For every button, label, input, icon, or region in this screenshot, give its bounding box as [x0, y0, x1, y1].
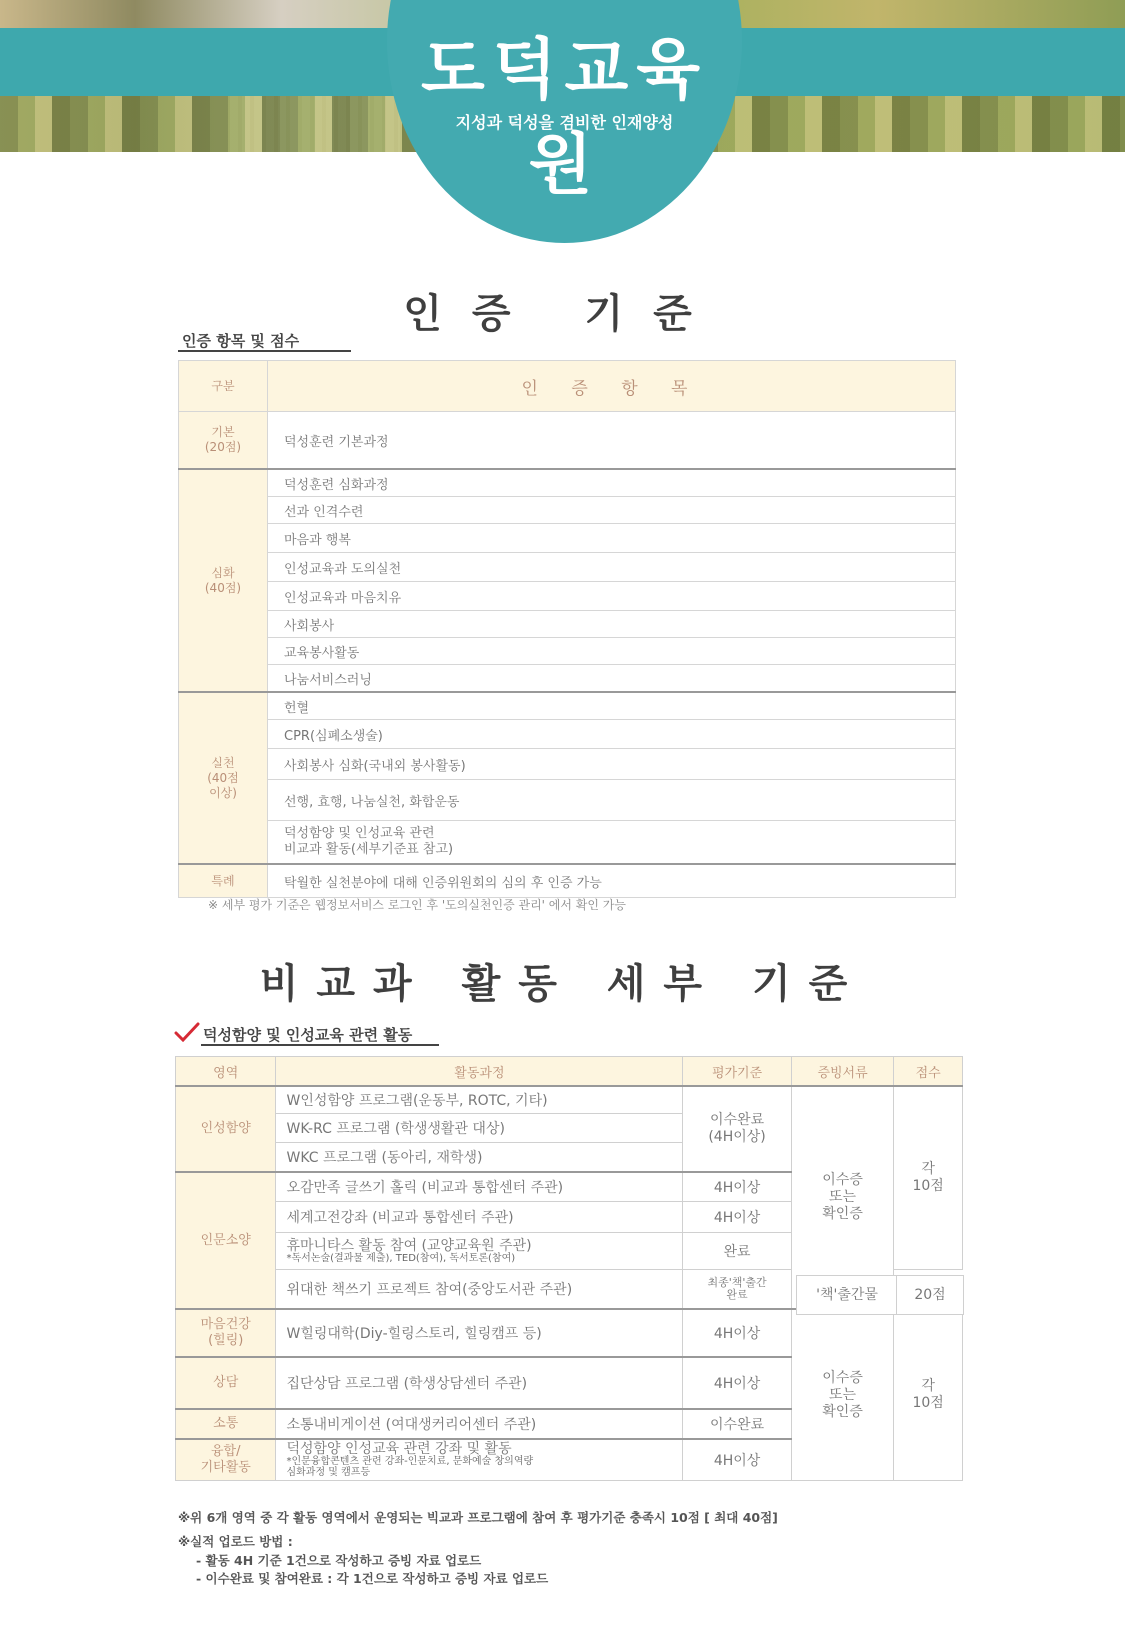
table-row [179, 665, 956, 693]
table-row [179, 497, 956, 524]
criteria-cell: 4H이상 [683, 1172, 792, 1202]
check-icon [174, 1022, 200, 1042]
page-title: 도덕교육원 [420, 31, 709, 203]
section2-subheading: 덕성함양 및 인성교육 관련 활동 [203, 1026, 413, 1044]
area-health: 마음건강 (힐링) [176, 1309, 276, 1357]
activity-cell: 집단상담 프로그램 (학생상담센터 주관) [276, 1357, 683, 1409]
criteria-cell: 완료 [683, 1233, 792, 1270]
criteria-cell: 4H이상 [683, 1357, 792, 1409]
table-row [179, 611, 956, 638]
activity-cell [276, 1439, 683, 1481]
certification-table [178, 360, 956, 898]
evidence-cell: 이수증 또는 확인증 [791, 1309, 893, 1481]
header-evidence: 증빙서류 [791, 1057, 893, 1087]
table-row [179, 469, 956, 497]
table-header-row [176, 1057, 963, 1087]
criteria-cell: 이수완료 [683, 1409, 792, 1439]
item-cell: 헌혈 [268, 692, 956, 720]
activity-subtext: *인문융합콘텐츠 관련 강좌-인문치료, 문화예술 창의역량 심화과정 및 캠프등 [286, 1455, 534, 1478]
item-cell: 인성교육과 도의실천 [268, 553, 956, 582]
item-cell: 인성교육과 마음치유 [268, 582, 956, 611]
area-inseong: 인성함양 [176, 1086, 276, 1172]
activity-cell: 위대한 책쓰기 프로젝트 참여(중앙도서관 주관) [276, 1270, 683, 1310]
activity-text: 휴마니타스 활동 참여 (교양교육원 주관) [286, 1237, 532, 1254]
table-row [179, 524, 956, 553]
activity-subtext: *독서논술(결과물 제출), TED(참여), 독서토론(참여) [286, 1252, 516, 1264]
header-category: 구분 [179, 361, 268, 412]
table-row [179, 412, 956, 470]
activity-cell: 오감만족 글쓰기 홀릭 (비교과 통합센터 주관) [276, 1172, 683, 1202]
header-items: 인 증 항 목 [268, 361, 956, 412]
item-cell: 탁월한 실천분야에 대해 인증위원회의 심의 후 인증 가능 [268, 864, 956, 898]
score-cell: 각 10점 [894, 1309, 963, 1481]
activity-table [175, 1056, 963, 1481]
criteria-cell: 이수완료 (4H이상) [683, 1086, 792, 1172]
item-cell: 선과 인격수련 [268, 497, 956, 524]
item-cell: CPR(심폐소생술) [268, 720, 956, 749]
table-row [176, 1086, 963, 1114]
activity-text: 덕성함양 인성교육 관련 강좌 및 활동 [286, 1440, 512, 1457]
criteria-cell: 4H이상 [683, 1439, 792, 1481]
activity-cell: W인성함양 프로그램(운동부, ROTC, 기타) [276, 1086, 683, 1114]
footnote-1: ※위 6개 영역 중 각 활동 영역에서 운영되는 빅교과 프로그램에 참여 후 평가기준 충족시 10점 [ 최대 40점] [178, 1510, 778, 1525]
evidence-cell: 이수증 또는 확인증 [791, 1086, 893, 1309]
table-row [179, 780, 956, 821]
section2-underline [201, 1044, 439, 1046]
table-row [179, 582, 956, 611]
table-row [179, 638, 956, 665]
criteria-cell: 최종'책'출간 완료 [683, 1270, 792, 1310]
table-row [179, 749, 956, 780]
item-cell: 덕성훈련 심화과정 [268, 469, 956, 497]
table-row [179, 692, 956, 720]
footnote-4: - 이수완료 및 참여완료 : 각 1건으로 작성하고 증빙 자료 업로드 [196, 1571, 549, 1586]
item-cell: 사회봉사 [268, 611, 956, 638]
section1-note: ※ 세부 평가 기준은 웹정보서비스 로그인 후 '도의실천인증 관리' 에서 확인 가능 [208, 898, 626, 912]
footnote-3: - 활동 4H 기준 1건으로 작성하고 증빙 자료 업로드 [196, 1553, 482, 1568]
item-cell: 사회봉사 심화(국내외 봉사활동) [268, 749, 956, 780]
item-cell: 덕성훈련 기본과정 [268, 412, 956, 470]
activity-cell: 소통내비게이션 (여대생커리어센터 주관) [276, 1409, 683, 1439]
section2-title: 비교과 활동 세부 기준 [259, 961, 866, 1007]
header-area: 영역 [176, 1057, 276, 1087]
item-cell: 교육봉사활동 [268, 638, 956, 665]
activity-cell [276, 1233, 683, 1270]
area-inmun: 인문소양 [176, 1172, 276, 1309]
header-criteria: 평가기준 [683, 1057, 792, 1087]
footnote-2: ※실적 업로드 방법 : [178, 1534, 293, 1549]
area-counsel: 상담 [176, 1357, 276, 1409]
criteria-cell: 4H이상 [683, 1202, 792, 1233]
table-row [176, 1309, 963, 1357]
table-row [179, 553, 956, 582]
book-score: 20점 [896, 1275, 964, 1315]
section1-title: 인증 기준 [403, 291, 722, 337]
section1-underline [178, 350, 351, 352]
table-row [179, 864, 956, 898]
table-row [179, 720, 956, 749]
activity-cell: W힐링대학(Diy-힐링스토리, 힐링캠프 등) [276, 1309, 683, 1357]
activity-cell: WK-RC 프로그램 (학생생활관 대상) [276, 1114, 683, 1143]
area-comm: 소통 [176, 1409, 276, 1439]
activity-cell: WKC 프로그램 (동아리, 재학생) [276, 1143, 683, 1173]
table-header-row [179, 361, 956, 412]
item-cell: 덕성함양 및 인성교육 관련 비교과 활동(세부기준표 참고) [268, 821, 956, 865]
score-cell: 각 10점 [894, 1086, 963, 1270]
category-special: 특례 [179, 864, 268, 898]
item-cell: 선행, 효행, 나눔실천, 화합운동 [268, 780, 956, 821]
item-cell: 나눔서비스러닝 [268, 665, 956, 693]
criteria-cell: 4H이상 [683, 1309, 792, 1357]
category-deep: 심화 (40점) [179, 469, 268, 692]
header-score: 점수 [894, 1057, 963, 1087]
header-activity: 활동과정 [276, 1057, 683, 1087]
table-row [179, 821, 956, 865]
category-basic: 기본 (20점) [179, 412, 268, 470]
item-cell: 마음과 행복 [268, 524, 956, 553]
book-evidence: '책'출간물 [796, 1275, 898, 1315]
section1-subheading: 인증 항목 및 점수 [182, 332, 300, 350]
category-practice: 실천 (40점 이상) [179, 692, 268, 864]
activity-cell: 세계고전강좌 (비교과 통합센터 주관) [276, 1202, 683, 1233]
page-subtitle: 지성과 덕성을 겸비한 인재양성 [455, 113, 674, 132]
area-fusion: 융합/ 기타활동 [176, 1439, 276, 1481]
